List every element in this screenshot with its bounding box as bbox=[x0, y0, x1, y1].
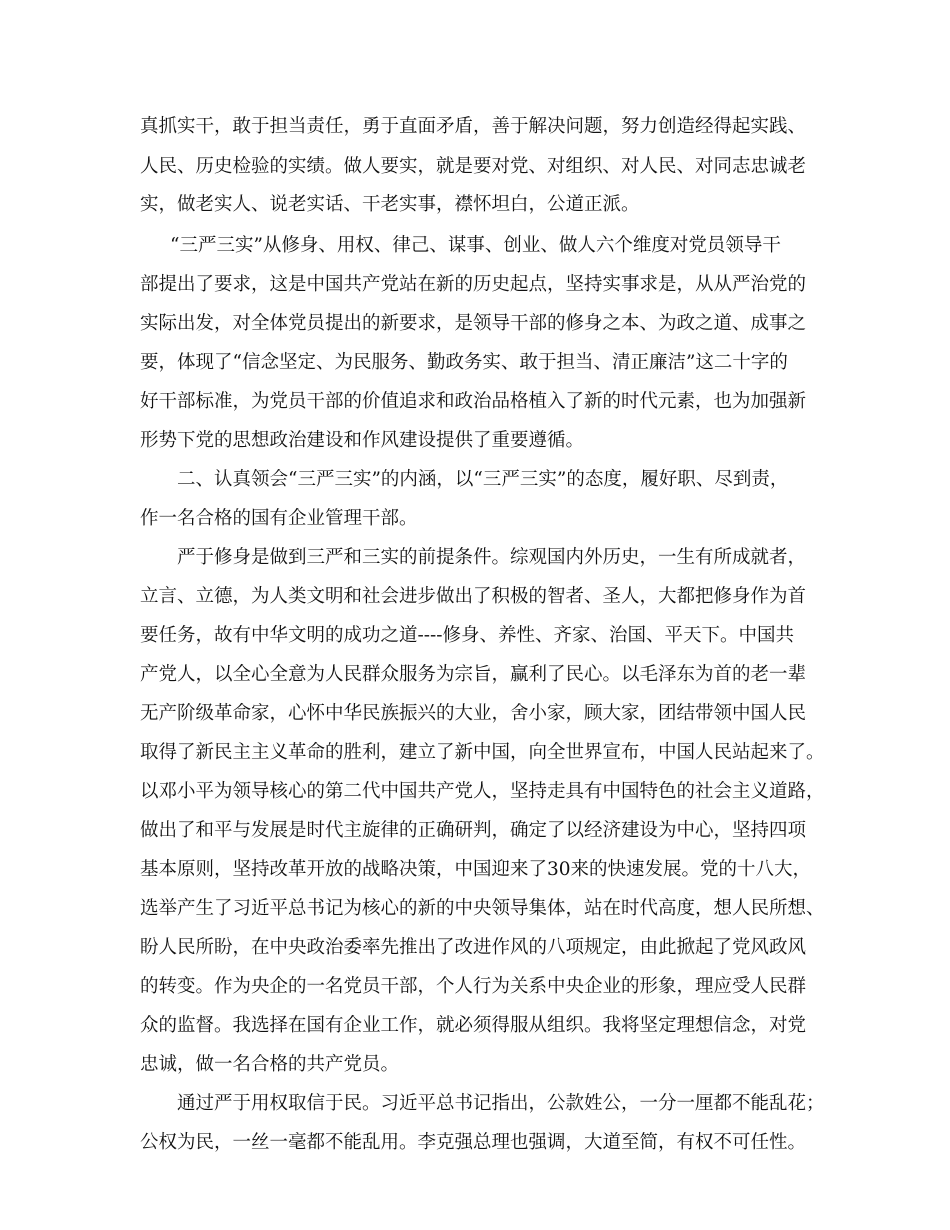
text-line-content: 严于修身是做到三严和三实的前提条件。综观国内外历史，一生有所成就者， bbox=[177, 547, 807, 568]
text-line bbox=[0, 503, 950, 535]
text-line bbox=[0, 698, 950, 730]
text-line-content: “三严三实”从修身、用权、律己、谋事、创业、做人六个维度对党员领导干 bbox=[170, 235, 781, 256]
text-line bbox=[0, 932, 950, 964]
text-line-content: 立言、立德，为人类文明和社会进步做出了积极的智者、圣人，大都把修身作为首 bbox=[140, 586, 807, 607]
text-line bbox=[0, 1088, 950, 1120]
text-line-content: 取得了新民主主义革命的胜利，建立了新中国，向全世界宣布，中国人民站起来了。 bbox=[140, 742, 825, 763]
text-line-content: 无产阶级革命家，心怀中华民族振兴的大业，舍小家，顾大家，团结带领中国人民 bbox=[140, 703, 807, 724]
text-line-content: 实，做老实人、说老实话、干老实事，襟怀坦白，公道正派。 bbox=[140, 194, 640, 215]
text-line bbox=[0, 893, 950, 925]
text-line bbox=[0, 347, 950, 379]
text-line-content: 部提出了要求，这是中国共产党站在新的历史起点，坚持实事求是，从从严治党的 bbox=[140, 274, 807, 295]
text-line bbox=[0, 581, 950, 613]
text-line bbox=[0, 542, 950, 574]
text-line-content: 好干部标准，为党员干部的价值追求和政治品格植入了新的时代元素，也为加强新 bbox=[140, 391, 807, 412]
text-line-content: 基本原则，坚持改革开放的战略决策，中国迎来了30来的快速发展。党的十八大， bbox=[140, 859, 812, 880]
text-line bbox=[0, 737, 950, 769]
text-line-content: 要，体现了“信念坚定、为民服务、勤政务实、敢于担当、清正廉洁”这二十字的 bbox=[140, 352, 788, 373]
text-line bbox=[0, 1127, 950, 1159]
text-line bbox=[0, 815, 950, 847]
text-line-content: 产党人，以全心全意为人民群众服务为宗旨，赢利了民心。以毛泽东为首的老一辈 bbox=[140, 664, 807, 685]
text-line bbox=[0, 971, 950, 1003]
text-line bbox=[0, 659, 950, 691]
text-line bbox=[0, 308, 950, 340]
text-line-content: 通过严于用权取信于民。习近平总书记指出，公款姓公，一分一厘都不能乱花； bbox=[177, 1093, 825, 1114]
text-line-content: 形势下党的思想政治建设和作风建设提供了重要遵循。 bbox=[140, 430, 585, 451]
text-line-content: 以邓小平为领导核心的第二代中国共产党人，坚持走具有中国特色的社会主义道路， bbox=[140, 781, 825, 802]
text-line-content: 作一名合格的国有企业管理干部。 bbox=[140, 508, 418, 529]
text-line-content: 众的监督。我选择在国有企业工作，就必须得服从组织。我将坚定理想信念，对党 bbox=[140, 1015, 807, 1036]
text-line bbox=[0, 386, 950, 418]
text-line bbox=[0, 1049, 950, 1081]
text-line bbox=[0, 111, 950, 143]
text-line bbox=[0, 620, 950, 652]
text-line-content: 公权为民，一丝一毫都不能乱用。李克强总理也强调，大道至简，有权不可任性。 bbox=[140, 1132, 807, 1153]
text-line bbox=[0, 269, 950, 301]
text-line bbox=[0, 425, 950, 457]
text-line bbox=[0, 151, 950, 183]
text-line bbox=[0, 1010, 950, 1042]
text-line bbox=[0, 464, 950, 496]
text-line bbox=[0, 230, 950, 262]
text-line-content: 做出了和平与发展是时代主旋律的正确研判，确定了以经济建设为中心，坚持四项 bbox=[140, 820, 807, 841]
text-line bbox=[0, 854, 950, 886]
text-line-content: 盼人民所盼，在中央政治委率先推出了改进作风的八项规定，由此掀起了党风政风 bbox=[140, 937, 807, 958]
text-line-content: 要任务，故有中华文明的成功之道----修身、养性、齐家、治国、平天下。中国共 bbox=[140, 625, 795, 646]
text-line-content: 选举产生了习近平总书记为核心的新的中央领导集体，站在时代高度，想人民所想、 bbox=[140, 898, 825, 919]
text-line-content: 实际出发，对全体党员提出的新要求，是领导干部的修身之本、为政之道、成事之 bbox=[140, 313, 807, 334]
text-line-content: 忠诚，做一名合格的共产党员。 bbox=[140, 1054, 400, 1075]
text-line-content: 人民、历史检验的实绩。做人要实，就是要对党、对组织、对人民、对同志忠诚老 bbox=[140, 156, 807, 177]
text-line bbox=[0, 189, 950, 221]
text-line-content: 二、认真领会“三严三实”的内涵，以“三严三实”的态度，履好职、尽到责， bbox=[177, 469, 789, 490]
text-line-content: 的转变。作为央企的一名党员干部，个人行为关系中央企业的形象，理应受人民群 bbox=[140, 976, 807, 997]
text-line-content: 真抓实干，敢于担当责任，勇于直面矛盾，善于解决问题，努力创造经得起实践、 bbox=[140, 116, 807, 137]
text-line bbox=[0, 776, 950, 808]
